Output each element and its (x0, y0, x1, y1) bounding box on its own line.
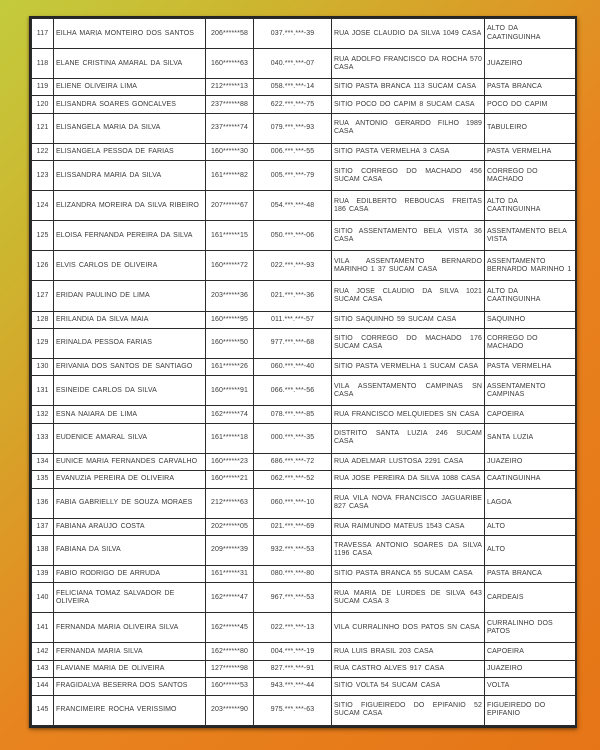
cell-name: ERIVANIA DOS SANTOS DE SANTIAGO (54, 358, 206, 375)
cell-row-number: 119 (32, 79, 54, 96)
cell-cpf-masked: 827.***.***-91 (254, 660, 332, 677)
table-row (32, 19, 577, 49)
cell-address: RUA MARIA DE LURDES DE SILVA 643 SUCAM CASA 3 (332, 583, 485, 613)
document-sheet (29, 16, 577, 728)
cell-nis-masked: 162******74 (206, 406, 254, 423)
cell-row-number: 139 (32, 565, 54, 582)
table-row (32, 251, 577, 281)
cell-row-number: 122 (32, 143, 54, 160)
cell-cpf-masked: 060.***.***-40 (254, 358, 332, 375)
cell-name: ESNA NAIARA DE LIMA (54, 406, 206, 423)
cell-name: ELISANDRA SOARES GONCALVES (54, 96, 206, 113)
cell-nis-masked: 161******18 (206, 423, 254, 453)
cell-district: PASTA VERMELHA (485, 358, 577, 375)
cell-cpf-masked: 005.***.***-79 (254, 161, 332, 191)
cell-nis-masked: 160******95 (206, 311, 254, 328)
cell-district: ASSENTAMENTO BERNARDO MARINHO 1 (485, 251, 577, 281)
cell-row-number: 136 (32, 488, 54, 518)
cell-cpf-masked: 060.***.***-10 (254, 488, 332, 518)
cell-nis-masked: 162******80 (206, 643, 254, 660)
cell-address: RUA ANTONIO GERARDO FILHO 1989 CASA (332, 113, 485, 143)
cell-district: CAATINGUINHA (485, 471, 577, 488)
cell-district: TABULEIRO (485, 113, 577, 143)
cell-row-number: 123 (32, 161, 54, 191)
cell-row-number: 142 (32, 643, 54, 660)
cell-name: ELISANGELA PESSOA DE FARIAS (54, 143, 206, 160)
cell-address: VILA ASSENTAMENTO BERNARDO MARINHO 1 37 SUCAM CASA (332, 251, 485, 281)
cell-name: FRAGIDALVA BESERRA DOS SANTOS (54, 678, 206, 695)
cell-district: ASSENTAMENTO BELA VISTA (485, 221, 577, 251)
cell-nis-masked: 160******23 (206, 453, 254, 470)
cell-address: RUA RAIMUNDO MATEUS 1543 CASA (332, 518, 485, 535)
cell-district: ALTO DA CAATINGUINHA (485, 19, 577, 49)
cell-cpf-masked: 932.***.***-53 (254, 535, 332, 565)
cell-district: SANTA LUZIA (485, 423, 577, 453)
cell-nis-masked: 162******45 (206, 613, 254, 643)
table-row (32, 678, 577, 695)
cell-nis-masked: 161******31 (206, 565, 254, 582)
cell-name: ELIZANDRA MOREIRA DA SILVA RIBEIRO (54, 191, 206, 221)
cell-district: ALTO (485, 518, 577, 535)
cell-address: SITIO FIGUEIREDO DO EPIFANIO 52 SUCAM CASA (332, 695, 485, 725)
cell-name: FABIA GABRIELLY DE SOUZA MORAES (54, 488, 206, 518)
table-row (32, 281, 577, 311)
cell-row-number: 118 (32, 49, 54, 79)
cell-name: ELANE CRISTINA AMARAL DA SILVA (54, 49, 206, 79)
cell-district: CAPOEIRA (485, 643, 577, 660)
cell-address: RUA VILA NOVA FRANCISCO JAGUARIBE 827 CASA (332, 488, 485, 518)
cell-district: ASSENTAMENTO CAMPINAS (485, 376, 577, 406)
cell-cpf-masked: 622.***.***-75 (254, 96, 332, 113)
cell-name: EVANUZIA PEREIRA DE OLIVEIRA (54, 471, 206, 488)
cell-row-number: 133 (32, 423, 54, 453)
cell-cpf-masked: 686.***.***-72 (254, 453, 332, 470)
cell-district: JUAZEIRO (485, 660, 577, 677)
table-row (32, 565, 577, 582)
cell-row-number: 134 (32, 453, 54, 470)
cell-address: SITIO SAQUINHO 59 SUCAM CASA (332, 311, 485, 328)
table-row (32, 660, 577, 677)
table-row (32, 191, 577, 221)
cell-nis-masked: 161******15 (206, 221, 254, 251)
table-row (32, 143, 577, 160)
table-row (32, 79, 577, 96)
cell-name: FLAVIANE MARIA DE OLIVEIRA (54, 660, 206, 677)
cell-cpf-masked: 037.***.***-39 (254, 19, 332, 49)
cell-cpf-masked: 000.***.***-35 (254, 423, 332, 453)
table-row (32, 376, 577, 406)
cell-row-number: 125 (32, 221, 54, 251)
cell-nis-masked: 161******82 (206, 161, 254, 191)
cell-row-number: 126 (32, 251, 54, 281)
cell-cpf-masked: 050.***.***-06 (254, 221, 332, 251)
cell-name: FABIANA ARAUJO COSTA (54, 518, 206, 535)
cell-row-number: 138 (32, 535, 54, 565)
cell-address: RUA ADOLFO FRANCISCO DA ROCHA 570 CASA (332, 49, 485, 79)
cell-cpf-masked: 943.***.***-44 (254, 678, 332, 695)
cell-cpf-masked: 022.***.***-13 (254, 613, 332, 643)
table-row (32, 328, 577, 358)
cell-row-number: 132 (32, 406, 54, 423)
cell-district: ALTO DA CAATINGUINHA (485, 281, 577, 311)
cell-district: SAQUINHO (485, 311, 577, 328)
cell-nis-masked: 160******21 (206, 471, 254, 488)
cell-district: POCO DO CAPIM (485, 96, 577, 113)
cell-district: JUAZEIRO (485, 453, 577, 470)
cell-address: RUA ADELMAR LUSTOSA 2291 CASA (332, 453, 485, 470)
cell-nis-masked: 162******47 (206, 583, 254, 613)
cell-name: FRANCIMEIRE ROCHA VERISSIMO (54, 695, 206, 725)
table-row (32, 49, 577, 79)
cell-address: VILA CURRALINHO DOS PATOS SN CASA (332, 613, 485, 643)
table-row (32, 471, 577, 488)
cell-district: VOLTA (485, 678, 577, 695)
cell-cpf-masked: 004.***.***-19 (254, 643, 332, 660)
cell-name: ELOISA FERNANDA PEREIRA DA SILVA (54, 221, 206, 251)
cell-cpf-masked: 011.***.***-57 (254, 311, 332, 328)
cell-nis-masked: 207******67 (206, 191, 254, 221)
cell-cpf-masked: 078.***.***-85 (254, 406, 332, 423)
table-row (32, 488, 577, 518)
cell-row-number: 129 (32, 328, 54, 358)
cell-address: SITIO PASTA BRANCA 55 SUCAM CASA (332, 565, 485, 582)
cell-row-number: 120 (32, 96, 54, 113)
cell-address: TRAVESSA ANTONIO SOARES DA SILVA 1196 CASA (332, 535, 485, 565)
cell-address: SITIO POCO DO CAPIM 8 SUCAM CASA (332, 96, 485, 113)
table-row (32, 311, 577, 328)
cell-district: JUAZEIRO (485, 49, 577, 79)
cell-district: CAPOEIRA (485, 406, 577, 423)
cell-nis-masked: 160******91 (206, 376, 254, 406)
cell-district: CORREGO DO MACHADO (485, 328, 577, 358)
cell-address: VILA ASSENTAMENTO CAMPINAS SN CASA (332, 376, 485, 406)
cell-address: SITIO VOLTA 54 SUCAM CASA (332, 678, 485, 695)
cell-cpf-masked: 021.***.***-69 (254, 518, 332, 535)
cell-nis-masked: 206******58 (206, 19, 254, 49)
cell-address: SITIO PASTA VERMELHA 3 CASA (332, 143, 485, 160)
cell-address: SITIO PASTA BRANCA 113 SUCAM CASA (332, 79, 485, 96)
cell-row-number: 130 (32, 358, 54, 375)
cell-name: FERNANDA MARIA SILVA (54, 643, 206, 660)
cell-address: SITIO ASSENTAMENTO BELA VISTA 36 CASA (332, 221, 485, 251)
cell-nis-masked: 203******90 (206, 695, 254, 725)
cell-row-number: 121 (32, 113, 54, 143)
cell-row-number: 145 (32, 695, 54, 725)
table-row (32, 583, 577, 613)
cell-district: CURRALINHO DOS PATOS (485, 613, 577, 643)
table-row (32, 113, 577, 143)
cell-name: EILHA MARIA MONTEIRO DOS SANTOS (54, 19, 206, 49)
cell-row-number: 143 (32, 660, 54, 677)
cell-name: ERILANDIA DA SILVA MAIA (54, 311, 206, 328)
cell-name: FABIANA DA SILVA (54, 535, 206, 565)
cell-name: ELISSANDRA MARIA DA SILVA (54, 161, 206, 191)
cell-nis-masked: 127******98 (206, 660, 254, 677)
cell-nis-masked: 212******63 (206, 488, 254, 518)
beneficiary-table-body (32, 19, 577, 726)
cell-district: ALTO DA CAATINGUINHA (485, 191, 577, 221)
cell-name: ELISANGELA MARIA DA SILVA (54, 113, 206, 143)
cell-name: ELVIS CARLOS DE OLIVEIRA (54, 251, 206, 281)
cell-cpf-masked: 975.***.***-63 (254, 695, 332, 725)
cell-row-number: 137 (32, 518, 54, 535)
cell-name: FERNANDA MARIA OLIVEIRA SILVA (54, 613, 206, 643)
cell-nis-masked: 202******05 (206, 518, 254, 535)
cell-nis-masked: 237******88 (206, 96, 254, 113)
cell-row-number: 144 (32, 678, 54, 695)
cell-name: FELICIANA TOMAZ SALVADOR DE OLIVEIRA (54, 583, 206, 613)
cell-cpf-masked: 022.***.***-93 (254, 251, 332, 281)
cell-row-number: 124 (32, 191, 54, 221)
cell-nis-masked: 209******39 (206, 535, 254, 565)
table-row (32, 96, 577, 113)
cell-name: FABIO RODRIGO DE ARRUDA (54, 565, 206, 582)
cell-district: PASTA BRANCA (485, 79, 577, 96)
cell-address: SITIO PASTA VERMELHA 1 SUCAM CASA (332, 358, 485, 375)
cell-address: DISTRITO SANTA LUZIA 246 SUCAM CASA (332, 423, 485, 453)
cell-row-number: 117 (32, 19, 54, 49)
cell-district: FIGUEIREDO DO EPIFANIO (485, 695, 577, 725)
cell-cpf-masked: 977.***.***-68 (254, 328, 332, 358)
cell-nis-masked: 160******53 (206, 678, 254, 695)
cell-cpf-masked: 006.***.***-55 (254, 143, 332, 160)
cell-nis-masked: 237******74 (206, 113, 254, 143)
cell-district: CARDEAIS (485, 583, 577, 613)
cell-cpf-masked: 021.***.***-36 (254, 281, 332, 311)
cell-cpf-masked: 054.***.***-48 (254, 191, 332, 221)
cell-cpf-masked: 062.***.***-52 (254, 471, 332, 488)
cell-address: RUA CASTRO ALVES 917 CASA (332, 660, 485, 677)
cell-cpf-masked: 967.***.***-53 (254, 583, 332, 613)
cell-name: ELIENE OLIVEIRA LIMA (54, 79, 206, 96)
cell-cpf-masked: 080.***.***-80 (254, 565, 332, 582)
cell-district: CORREGO DO MACHADO (485, 161, 577, 191)
table-row (32, 643, 577, 660)
cell-address: RUA JOSE CLAUDIO DA SILVA 1049 CASA (332, 19, 485, 49)
table-row (32, 535, 577, 565)
cell-address: RUA EDILBERTO REBOUCAS FREITAS 186 CASA (332, 191, 485, 221)
cell-nis-masked: 203******36 (206, 281, 254, 311)
cell-row-number: 140 (32, 583, 54, 613)
cell-address: SITIO CORREGO DO MACHADO 456 SUCAM CASA (332, 161, 485, 191)
cell-nis-masked: 160******72 (206, 251, 254, 281)
table-row (32, 518, 577, 535)
cell-row-number: 131 (32, 376, 54, 406)
cell-address: RUA JOSE CLAUDIO DA SILVA 1021 SUCAM CASA (332, 281, 485, 311)
table-row (32, 423, 577, 453)
table-row (32, 695, 577, 725)
cell-cpf-masked: 058.***.***-14 (254, 79, 332, 96)
cell-name: EUDENICE AMARAL SILVA (54, 423, 206, 453)
cell-nis-masked: 160******50 (206, 328, 254, 358)
cell-row-number: 135 (32, 471, 54, 488)
cell-row-number: 128 (32, 311, 54, 328)
cell-nis-masked: 212******13 (206, 79, 254, 96)
cell-cpf-masked: 079.***.***-93 (254, 113, 332, 143)
cell-district: PASTA VERMELHA (485, 143, 577, 160)
cell-address: RUA LUIS BRASIL 203 CASA (332, 643, 485, 660)
cell-name: ERIDAN PAULINO DE LIMA (54, 281, 206, 311)
cell-name: ERINALDA PESSOA FARIAS (54, 328, 206, 358)
cell-address: RUA FRANCISCO MELQUIEDES SN CASA (332, 406, 485, 423)
cell-row-number: 127 (32, 281, 54, 311)
cell-name: ESINEIDE CARLOS DA SILVA (54, 376, 206, 406)
cell-district: ALTO (485, 535, 577, 565)
cell-name: EUNICE MARIA FERNANDES CARVALHO (54, 453, 206, 470)
cell-nis-masked: 160******63 (206, 49, 254, 79)
cell-district: PASTA BRANCA (485, 565, 577, 582)
cell-nis-masked: 161******26 (206, 358, 254, 375)
cell-address: RUA JOSE PEREIRA DA SILVA 1088 CASA (332, 471, 485, 488)
cell-address: SITIO CORREGO DO MACHADO 176 SUCAM CASA (332, 328, 485, 358)
table-row (32, 358, 577, 375)
table-row (32, 613, 577, 643)
cell-row-number: 141 (32, 613, 54, 643)
table-row (32, 161, 577, 191)
table-row (32, 221, 577, 251)
beneficiary-table (31, 18, 577, 726)
cell-district: LAGOA (485, 488, 577, 518)
cell-nis-masked: 160******30 (206, 143, 254, 160)
table-row (32, 453, 577, 470)
table-row (32, 406, 577, 423)
cell-cpf-masked: 066.***.***-56 (254, 376, 332, 406)
cell-cpf-masked: 040.***.***-07 (254, 49, 332, 79)
